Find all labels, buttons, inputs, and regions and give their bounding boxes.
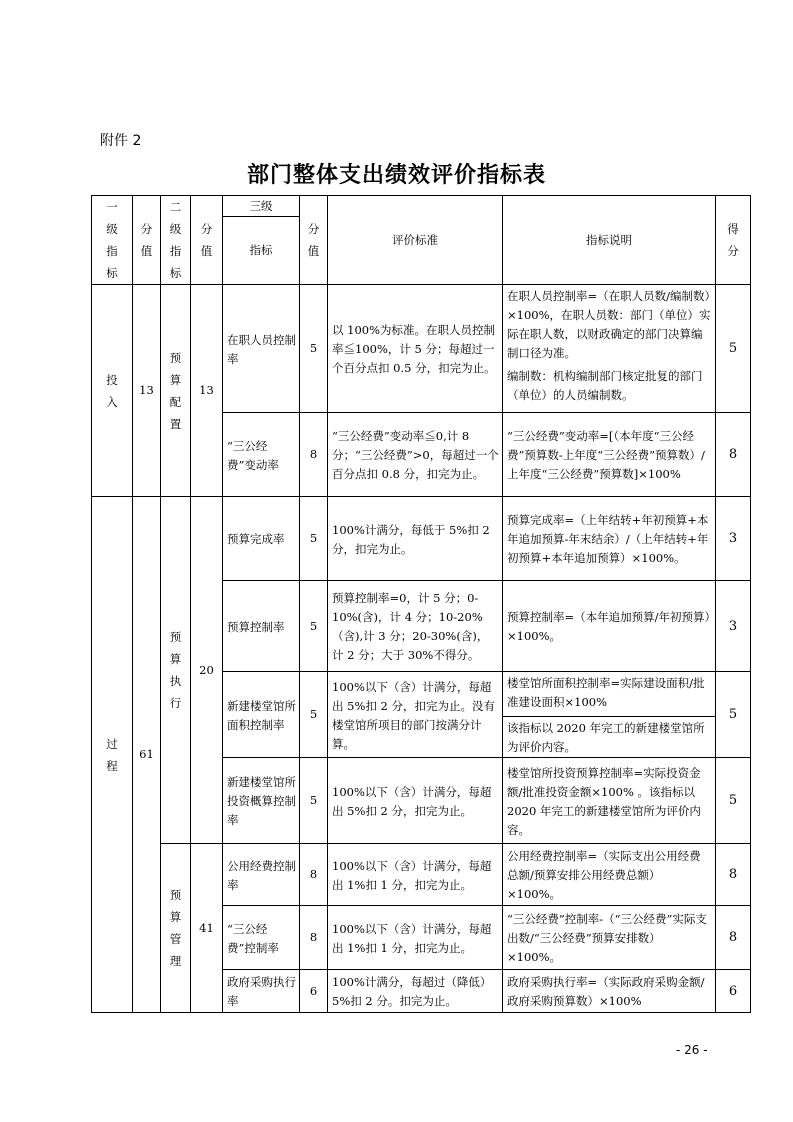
level1-cell: 过程 [92, 497, 133, 1013]
got-cell: 3 [716, 581, 751, 672]
indicator-cell: 新建楼堂馆所投资概算控制率 [223, 758, 300, 844]
score1-cell: 13 [133, 285, 161, 497]
criteria-cell: “三公经费”变动率≦0,计 8 分；“三公经费”>0，每超过一个百分点扣 0.8 分，扣完为止。 [328, 413, 503, 497]
got-cell: 8 [716, 906, 751, 970]
got-cell: 8 [716, 844, 751, 906]
header-score1: 分值 [133, 196, 161, 285]
explain-cell: 公用经费控制率=（实际支出公用经费总额/预算安排公用经费总额）×100%。 [503, 844, 716, 906]
explain-cell: 预算完成率=（上年结转+年初预算+本年追加预算-年末结余）/（上年结转+年初预算+本年追加预算）×100%。 [503, 497, 716, 581]
got-cell: 5 [716, 285, 751, 413]
header-criteria: 评价标准 [328, 196, 503, 285]
header-level3: 三级 [223, 196, 300, 217]
criteria-cell: 100%以下（含）计满分，每超出 5%扣 2 分，扣完为止。 [328, 758, 503, 844]
score3-cell: 5 [300, 672, 328, 758]
indicator-cell: 预算完成率 [223, 497, 300, 581]
score2-cell: 41 [191, 844, 223, 1013]
score3-cell: 5 [300, 581, 328, 672]
page-title: 部门整体支出绩效评价指标表 [246, 163, 546, 188]
explain-text-2: 该指标以 2020 年完工的新建楼堂馆所为评价内容。 [507, 721, 705, 754]
score1-cell: 61 [133, 497, 161, 1013]
level1-cell: 投入 [92, 285, 133, 497]
indicator-cell: 公用经费控制率 [223, 844, 300, 906]
level2-cell: 预算配置 [161, 285, 191, 497]
page-number: - 26 - [676, 1043, 708, 1057]
explain-cell: 政府采购执行率=（实际政府采购金额/政府采购预算数）×100% [503, 970, 716, 1013]
score3-cell: 8 [300, 413, 328, 497]
header-level1: 一级指标 [92, 196, 133, 285]
explain-cell [503, 285, 716, 413]
explain-text-2: 编制数：机构编制部门核定批复的部门（单位）的人员编制数。 [507, 369, 703, 402]
header-score2: 分值 [191, 196, 223, 285]
got-cell: 8 [716, 413, 751, 497]
explain-text: 楼堂馆所面积控制率=实际建设面积/批准建设面积×100% [503, 672, 715, 717]
indicator-table [91, 195, 751, 1013]
header-score3: 分值 [300, 196, 328, 285]
criteria-cell: 100%计满分，每超过（降低）5%扣 2 分。扣完为止。 [328, 970, 503, 1013]
indicator-cell: “三公经费”控制率 [223, 906, 300, 970]
criteria-cell: 100%以下（含）计满分，每超出 1%扣 1 分，扣完为止。 [328, 906, 503, 970]
header-level3-sub: 指标 [223, 217, 300, 285]
header-got: 得分 [716, 196, 751, 285]
criteria-cell: 100%以下（含）计满分，每超出 1%扣 1 分，扣完为止。 [328, 844, 503, 906]
indicator-cell: 在职人员控制率 [223, 285, 300, 413]
indicator-cell: 新建楼堂馆所面积控制率 [223, 672, 300, 758]
score3-cell: 5 [300, 497, 328, 581]
score2-cell: 13 [191, 285, 223, 497]
header-level2: 二级指标 [161, 196, 191, 285]
got-cell: 5 [716, 758, 751, 844]
got-cell: 3 [716, 497, 751, 581]
score3-cell: 8 [300, 906, 328, 970]
score3-cell: 5 [300, 285, 328, 413]
indicator-cell: “三公经费”变动率 [223, 413, 300, 497]
score3-cell: 8 [300, 844, 328, 906]
explain-cell: 预算控制率=（本年追加预算/年初预算）×100%。 [503, 581, 716, 672]
score3-cell: 5 [300, 758, 328, 844]
criteria-cell: 100%计满分，每低于 5%扣 2 分，扣完为止。 [328, 497, 503, 581]
score3-cell: 6 [300, 970, 328, 1013]
level2-cell: 预算管理 [161, 844, 191, 1013]
criteria-cell: 100%以下（含）计满分，每超出 5%扣 2 分，扣完为止。没有楼堂馆所项目的部门按满分计算。 [328, 672, 503, 758]
score2-cell: 20 [191, 497, 223, 844]
explain-text: 在职人员控制率=（在职人员数/编制数）×100%，在职人员数：部门（单位）实际在职人数，以财政确定的部门决算编制口径为准。 [507, 289, 711, 360]
got-cell: 5 [716, 672, 751, 758]
explain-cell [503, 672, 716, 758]
indicator-cell: 预算控制率 [223, 581, 300, 672]
level2-cell: 预算执行 [161, 497, 191, 844]
header-explain: 指标说明 [503, 196, 716, 285]
indicator-cell: 政府采购执行率 [223, 970, 300, 1013]
criteria-cell: 以 100%为标准。在职人员控制率≦100%，计 5 分；每超过一个百分点扣 0.5 分，扣完为止。 [328, 285, 503, 413]
got-cell: 6 [716, 970, 751, 1013]
explain-cell: 楼堂馆所投资预算控制率=实际投资金额/批准投资金额×100% 。该指标以 2020 年完工的新建楼堂馆所为评价内容。 [503, 758, 716, 844]
criteria-cell: 预算控制率=0，计 5 分；0-10%(含)，计 4 分；10-20%（含),计 3 分；20-30%(含)，计 2 分；大于 30%不得分。 [328, 581, 503, 672]
explain-cell: “三公经费”控制率-（“三公经费”实际支出数/“三公经费”预算安排数）×100%。 [503, 906, 716, 970]
attachment-label: 附件 2 [100, 133, 142, 149]
explain-cell: “三公经费”变动率=[（本年度“三公经费”预算数-上年度“三公经费”预算数）/上年度“三公经费”预算数]×100% [503, 413, 716, 497]
